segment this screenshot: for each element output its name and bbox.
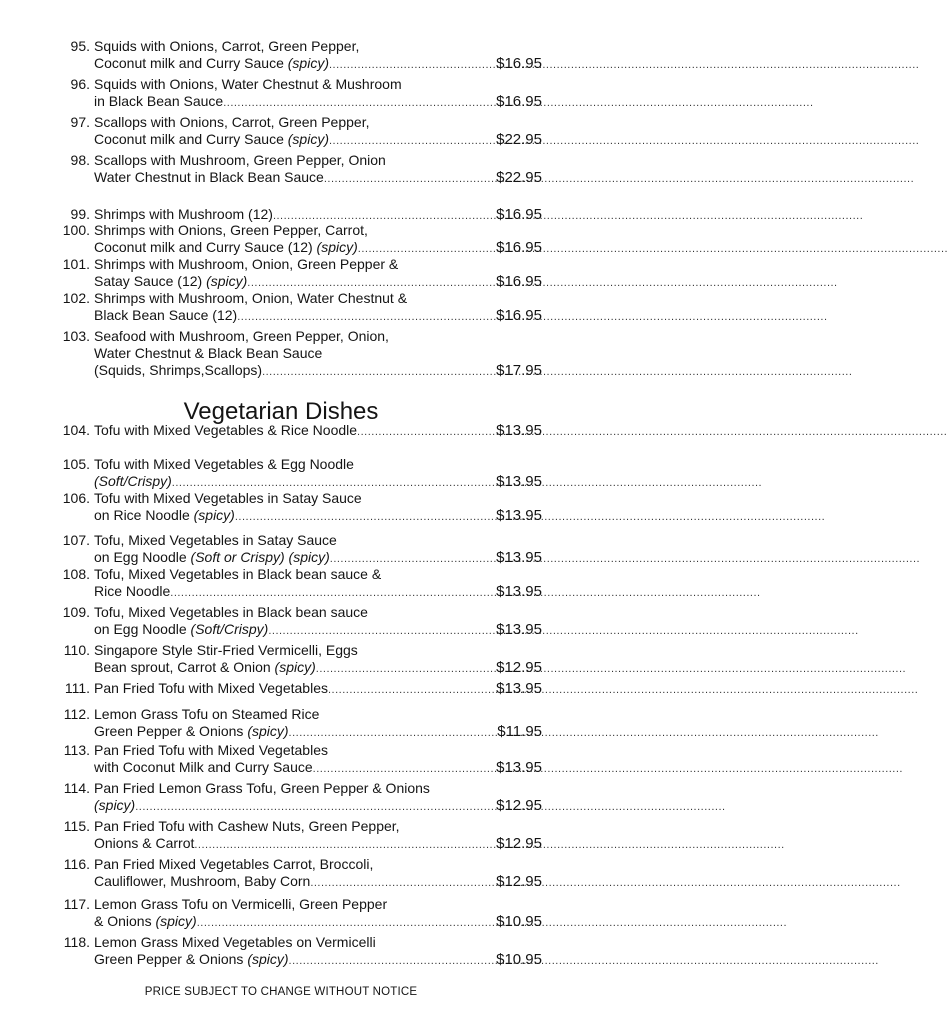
item-description: Scallops with Onions, Carrot, Green Pepper, xyxy=(94,114,370,130)
menu-item-line xyxy=(50,256,542,273)
item-description: in Black Bean Sauce xyxy=(94,93,224,109)
item-price: $17.95 xyxy=(496,362,542,379)
item-number: 114. xyxy=(63,780,90,796)
dot-leader xyxy=(329,133,494,150)
item-description: Coconut milk and Curry Sauce (spicy) xyxy=(94,55,329,71)
item-price: $12.95 xyxy=(496,873,542,890)
menu-item-line xyxy=(50,759,542,776)
menu-item-line xyxy=(50,222,542,239)
menu-item-line xyxy=(50,206,542,223)
item-description: Tofu, Mixed Vegetables in Black bean sauce & xyxy=(94,566,382,582)
item-number: 108. xyxy=(62,566,90,582)
item-price: $12.95 xyxy=(496,659,542,676)
item-number: 95. xyxy=(70,38,90,54)
item-note: (spicy) xyxy=(206,273,248,289)
item-note: (spicy) xyxy=(94,797,136,813)
dot-leader xyxy=(262,364,494,381)
menu-item-line xyxy=(50,55,542,72)
menu-item xyxy=(50,566,542,600)
menu-item-line xyxy=(50,328,542,345)
item-description: Squids with Onions, Carrot, Green Pepper, xyxy=(94,38,360,54)
dot-leader xyxy=(328,682,494,699)
item-description: Pan Fried Tofu with Mixed Vegetables xyxy=(94,680,328,696)
item-price: $10.95 xyxy=(496,951,542,968)
menu-item-line xyxy=(50,93,542,110)
menu-item-line xyxy=(50,422,542,439)
menu-item xyxy=(50,532,542,566)
menu-item-line xyxy=(50,621,542,638)
dot-leader xyxy=(170,585,494,602)
menu-item-line xyxy=(50,642,542,659)
dot-leader xyxy=(237,309,494,326)
item-description: on Egg Noodle (Soft/Crispy) xyxy=(94,621,269,637)
menu-item-line xyxy=(50,934,542,951)
item-note: (spicy) xyxy=(247,951,289,967)
menu-item-line xyxy=(50,273,542,290)
item-description: Pan Fried Tofu with Mixed Vegetables xyxy=(94,742,328,758)
item-number: 100. xyxy=(62,222,90,238)
item-description: Coconut milk and Curry Sauce (spicy) xyxy=(94,131,329,147)
item-number: 102. xyxy=(62,290,90,306)
item-number: 117. xyxy=(63,896,90,912)
item-description: (Squids, Shrimps,Scallops) xyxy=(94,362,263,378)
item-price: $13.95 xyxy=(496,473,542,490)
menu-item-line xyxy=(50,152,542,169)
item-number: 112. xyxy=(63,706,90,722)
dot-leader xyxy=(268,623,494,640)
item-description: Coconut milk and Curry Sauce (12) (spicy) xyxy=(94,239,358,255)
menu-item xyxy=(50,256,542,290)
menu-item xyxy=(50,290,542,324)
menu-item-line xyxy=(50,566,542,583)
menu-item-line xyxy=(50,38,542,55)
item-note: (Soft/Crispy) xyxy=(190,621,269,637)
item-number: 107. xyxy=(62,532,90,548)
item-description: on Rice Noodle (spicy) xyxy=(94,507,235,523)
menu-item xyxy=(50,328,542,379)
dot-leader xyxy=(194,837,494,854)
item-description: Seafood with Mushroom, Green Pepper, Onion, xyxy=(94,328,389,344)
menu-item-line xyxy=(50,583,542,600)
item-price: $22.95 xyxy=(496,131,542,148)
item-note: (spicy) xyxy=(193,507,235,523)
dot-leader xyxy=(357,424,494,441)
item-number: 111. xyxy=(64,680,90,696)
menu-item-line xyxy=(50,362,542,379)
item-description: Green Pepper & Onions (spicy) xyxy=(94,951,289,967)
menu-item xyxy=(50,706,542,740)
item-description: with Coconut Milk and Curry Sauce xyxy=(94,759,313,775)
menu-item xyxy=(50,38,542,72)
item-number: 99. xyxy=(70,206,90,222)
menu-item-line xyxy=(50,604,542,621)
dot-leader xyxy=(324,171,494,188)
item-description: Tofu, Mixed Vegetables in Satay Sauce xyxy=(94,532,337,548)
menu-item xyxy=(50,456,542,490)
menu-item-line xyxy=(50,723,542,740)
menu-item-line xyxy=(50,114,542,131)
item-number: 97. xyxy=(70,114,90,130)
menu-item xyxy=(50,422,542,439)
item-price: $13.95 xyxy=(496,422,542,439)
dot-leader xyxy=(316,661,494,678)
item-price: $16.95 xyxy=(496,239,542,256)
menu-item-line xyxy=(50,490,542,507)
item-description: Water Chestnut & Black Bean Sauce xyxy=(94,345,323,361)
item-description: Lemon Grass Tofu on Steamed Rice xyxy=(94,706,320,722)
menu-item-line xyxy=(50,680,542,697)
menu-item-line xyxy=(50,873,542,890)
item-note: (Soft/Crispy) xyxy=(94,473,172,489)
dot-leader xyxy=(329,57,494,74)
item-description: Shrimps with Onions, Green Pepper, Carrot, xyxy=(94,222,368,238)
item-note: (spicy) xyxy=(287,55,329,71)
item-number: 116. xyxy=(63,856,90,872)
item-description: & Onions (spicy) xyxy=(94,913,197,929)
item-note: (spicy) xyxy=(316,239,358,255)
item-description: Tofu, Mixed Vegetables in Black bean sauce xyxy=(94,604,368,620)
menu-item-line xyxy=(50,856,542,873)
menu-item xyxy=(50,934,542,968)
section-title-vegetarian: Vegetarian Dishes xyxy=(183,398,379,425)
item-price: $10.95 xyxy=(496,913,542,930)
menu-item-line xyxy=(50,780,542,797)
menu-item-line xyxy=(50,131,542,148)
menu-item xyxy=(50,896,542,930)
menu-item-line xyxy=(50,818,542,835)
menu-item xyxy=(50,490,542,524)
dot-leader xyxy=(313,761,494,778)
item-number: 101. xyxy=(62,256,90,272)
item-note: (Soft or Crispy) (spicy) xyxy=(190,549,330,565)
item-description: Cauliflower, Mushroom, Baby Corn xyxy=(94,873,311,889)
item-price: $13.95 xyxy=(496,583,542,600)
item-description: Green Pepper & Onions (spicy) xyxy=(94,723,289,739)
item-number: 106. xyxy=(62,490,90,506)
menu-item-line xyxy=(50,706,542,723)
item-price: $16.95 xyxy=(496,55,542,72)
dot-leader xyxy=(310,875,494,892)
item-description: on Egg Noodle (Soft or Crispy) (spicy) xyxy=(94,549,330,565)
dot-leader xyxy=(289,953,495,970)
menu-item xyxy=(50,780,542,814)
item-price: $16.95 xyxy=(496,273,542,290)
item-number: 110. xyxy=(63,642,90,658)
item-note: (spicy) xyxy=(247,723,289,739)
item-note: (spicy) xyxy=(287,131,329,147)
menu-item xyxy=(50,742,542,776)
menu-item-line xyxy=(50,76,542,93)
item-number: 103. xyxy=(62,328,90,344)
menu-item-line xyxy=(50,239,542,256)
item-description: Squids with Onions, Water Chestnut & Mushroom xyxy=(94,76,402,92)
item-number: 115. xyxy=(63,818,90,834)
item-description: Bean sprout, Carrot & Onion (spicy) xyxy=(94,659,316,675)
dot-leader xyxy=(135,799,494,816)
item-description: Lemon Grass Mixed Vegetables on Vermicelli xyxy=(94,934,376,950)
dot-leader xyxy=(235,509,494,526)
item-number: 118. xyxy=(63,934,90,950)
item-description xyxy=(94,473,172,490)
item-description: Scallops with Mushroom, Green Pepper, Onion xyxy=(94,152,386,168)
menu-item-line xyxy=(50,549,542,566)
item-description: Pan Fried Lemon Grass Tofu, Green Pepper & Onions xyxy=(94,780,430,796)
item-note: (spicy) xyxy=(274,659,316,675)
menu-item-line xyxy=(50,742,542,759)
item-number: 113. xyxy=(63,742,90,758)
menu-item-line xyxy=(50,345,542,362)
item-description: Tofu with Mixed Vegetables in Satay Sauce xyxy=(94,490,362,506)
menu-item-line xyxy=(50,169,542,186)
menu-item-line xyxy=(50,951,542,968)
item-description: Tofu with Mixed Vegetables & Rice Noodle xyxy=(94,422,358,438)
item-price: $11.95 xyxy=(497,723,542,740)
menu-item xyxy=(50,680,542,697)
item-price: $22.95 xyxy=(496,169,542,186)
menu-item-line xyxy=(50,507,542,524)
item-description: Shrimps with Mushroom, Onion, Water Chestnut & xyxy=(94,290,408,306)
item-price: $16.95 xyxy=(496,307,542,324)
item-description: Pan Fried Mixed Vegetables Carrot, Broccoli, xyxy=(94,856,374,872)
menu-item xyxy=(50,604,542,638)
item-number: 104. xyxy=(62,422,90,438)
menu-item-line xyxy=(50,307,542,324)
item-price: $13.95 xyxy=(496,549,542,566)
item-price: $16.95 xyxy=(496,206,542,223)
item-description: Singapore Style Stir-Fried Vermicelli, Eggs xyxy=(94,642,358,658)
dot-leader xyxy=(223,95,494,112)
item-number: 96. xyxy=(70,76,90,92)
item-price: $13.95 xyxy=(496,680,542,697)
menu-item-line xyxy=(50,896,542,913)
item-price: $12.95 xyxy=(496,797,542,814)
item-description: Shrimps with Mushroom, Onion, Green Pepper & xyxy=(94,256,399,272)
item-description: Black Bean Sauce (12) xyxy=(94,307,238,323)
item-description: Rice Noodle xyxy=(94,583,171,599)
dot-leader xyxy=(197,915,494,932)
menu-item xyxy=(50,818,542,852)
item-price: $13.95 xyxy=(496,759,542,776)
item-description xyxy=(94,797,135,814)
menu-item-line xyxy=(50,473,542,490)
menu-item xyxy=(50,856,542,890)
item-price: $12.95 xyxy=(496,835,542,852)
menu-item xyxy=(50,152,542,186)
menu-item-line xyxy=(50,532,542,549)
menu-item-line xyxy=(50,797,542,814)
menu-item-line xyxy=(50,290,542,307)
menu-item-line xyxy=(50,456,542,473)
menu-item-line xyxy=(50,659,542,676)
item-description: Water Chestnut in Black Bean Sauce xyxy=(94,169,324,185)
item-price: $16.95 xyxy=(496,93,542,110)
item-description: Satay Sauce (12) (spicy) xyxy=(94,273,248,289)
item-number: 105. xyxy=(62,456,90,472)
item-description: Shrimps with Mushroom (12) xyxy=(94,206,273,222)
item-price: $13.95 xyxy=(496,621,542,638)
item-description: Lemon Grass Tofu on Vermicelli, Green Pepper xyxy=(94,896,388,912)
item-description: Tofu with Mixed Vegetables & Egg Noodle xyxy=(94,456,354,472)
menu-item-line xyxy=(50,913,542,930)
menu-item xyxy=(50,114,542,148)
item-number: 109. xyxy=(62,604,90,620)
price-notice: PRICE SUBJECT TO CHANGE WITHOUT NOTICE xyxy=(144,986,418,998)
menu-item xyxy=(50,642,542,676)
item-number: 98. xyxy=(70,152,90,168)
item-description: Pan Fried Tofu with Cashew Nuts, Green Pepper, xyxy=(94,818,400,834)
item-description: Onions & Carrot xyxy=(94,835,195,851)
dot-leader xyxy=(289,725,496,742)
menu-item xyxy=(50,206,542,223)
menu-item xyxy=(50,222,542,256)
item-price: $13.95 xyxy=(496,507,542,524)
item-note: (spicy) xyxy=(155,913,197,929)
menu-item xyxy=(50,76,542,110)
menu-item-line xyxy=(50,835,542,852)
